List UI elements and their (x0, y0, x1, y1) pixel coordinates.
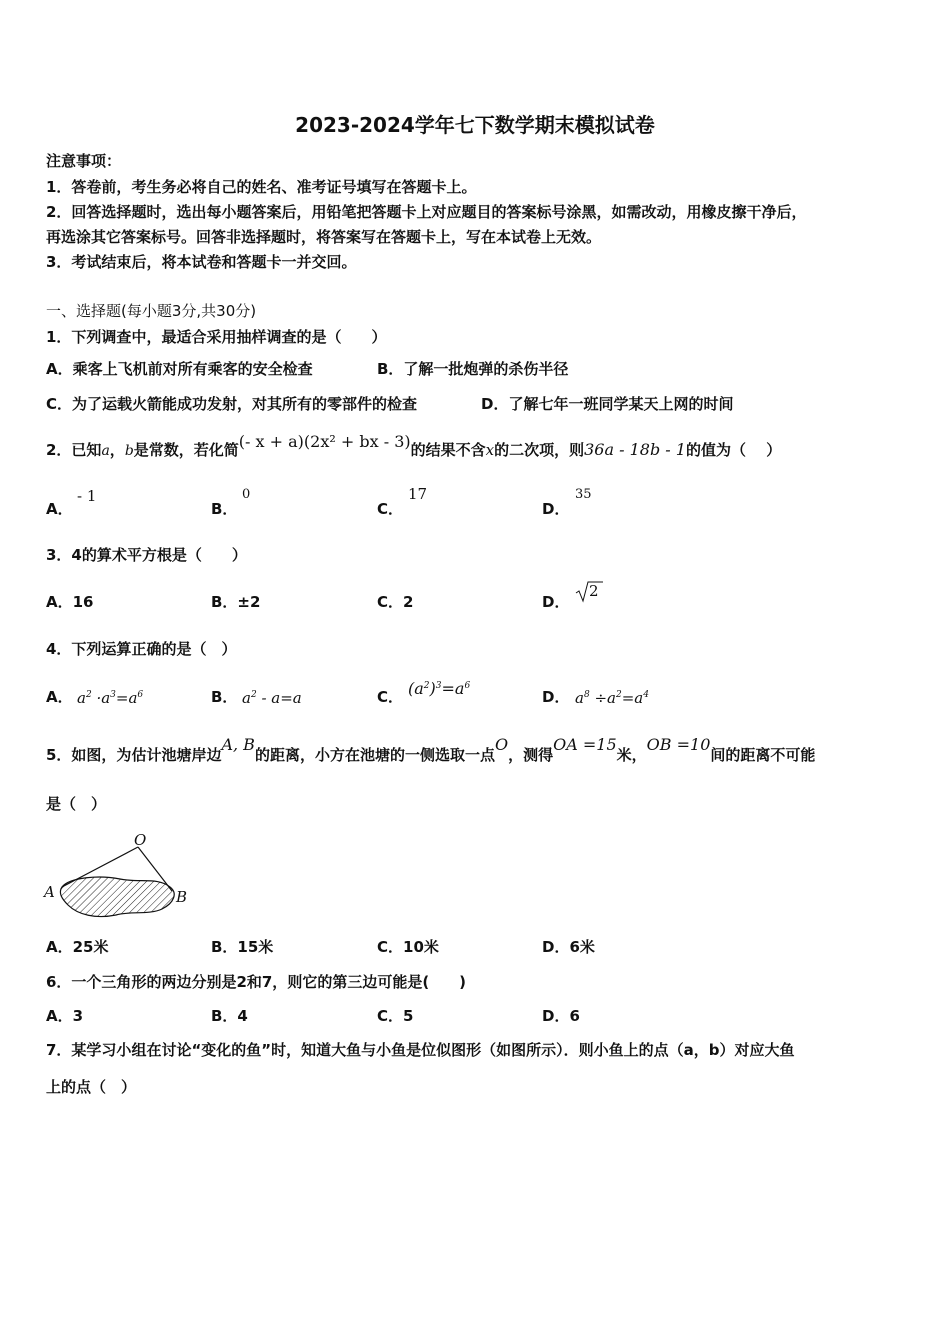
q3-option-b: B．±2 (211, 593, 261, 611)
point-o-label: O (134, 831, 147, 849)
q2-option-b-value: 0 (242, 487, 251, 502)
q5-pond-figure (40, 825, 200, 925)
q1-option-a: A．乘客上飞机前对所有乘客的安全检查 (46, 360, 313, 378)
q5-stem-cont: 是（ ） (46, 795, 107, 813)
q5-option-d: D．6米 (542, 938, 595, 956)
q4-label-c: C． (377, 688, 404, 706)
q5-option-a: A．25米 (46, 938, 109, 956)
q2-label-d: D． (542, 500, 570, 518)
q4-option-c-expr: $(a^2)^3=a^6$ (408, 679, 471, 698)
q3-option-a: A．16 (46, 593, 94, 611)
q6-stem: 6．一个三角形的两边分别是2和7，则它的第三边可能是( ) (46, 973, 467, 991)
q4-stem: 4．下列运算正确的是（ ） (46, 640, 237, 658)
q1-stem: 1．下列调查中，最适合采用抽样调查的是（ ） (46, 328, 387, 346)
q4-label-b: B． (211, 688, 238, 706)
q2-expression: (- x + a)(2x² + bx - 3) (238, 432, 411, 451)
q3-stem: 3．4的算术平方根是（ ） (46, 546, 247, 564)
q2-label-b: B． (211, 500, 238, 518)
q2-label-c: C． (377, 500, 404, 518)
q4-label-d: D． (542, 688, 570, 706)
q2-target-expression: 36a - 18b - 1 (584, 440, 686, 459)
section-heading: 一、选择题(每小题3分,共30分) (46, 302, 257, 320)
q3-option-c: C．2 (377, 593, 414, 611)
q4-label-a: A． (46, 688, 73, 706)
page-title: 2023-2024学年七下数学期末模拟试卷 (295, 113, 655, 137)
point-b-label: B (176, 888, 188, 906)
q7-stem-cont: 上的点（ ） (46, 1078, 137, 1096)
q5-option-c: C．10米 (377, 938, 439, 956)
q1-option-c: C．为了运载火箭能成功发射，对其所有的零部件的检查 (46, 395, 418, 413)
q6-option-d: D．6 (542, 1007, 580, 1025)
q6-option-a: A．3 (46, 1007, 84, 1025)
q3-label-d: D． (542, 593, 570, 611)
q6-option-b: B．4 (211, 1007, 248, 1025)
note-item-3: 3．考试结束后，将本试卷和答题卡一并交回。 (46, 253, 357, 271)
q2-stem: 2．已知a，b是常数，若化简(- x + a)(2x² + bx - 3)的结果不含x的二次项，则36a - 18b - 1的值为（ ） (46, 432, 782, 459)
q4-option-b-expr: $a^2 - a=a$ (242, 689, 302, 707)
point-a-label: A (44, 883, 55, 901)
q7-stem: 7．某学习小组在讨论“变化的鱼”时，知道大鱼与小鱼是位似图形（如图所示）．则小鱼上的点（a，b）对应大鱼 (46, 1041, 795, 1059)
q2-option-c-value: 17 (408, 485, 428, 503)
q4-option-d-expr: $a^8 \div a^2=a^4$ (575, 689, 649, 707)
q1-option-b: B．了解一批炮弹的杀伤半径 (377, 360, 569, 378)
notes-heading: 注意事项： (46, 152, 122, 170)
q2-option-d-value: 35 (575, 487, 592, 502)
q6-option-c: C．5 (377, 1007, 414, 1025)
q5-stem: 5．如图，为估计池塘岸边A, B的距离，小方在池塘的一侧选取一点O，测得OA =15米，OB =10间的距离不可能 (46, 735, 816, 764)
q4-option-a-expr: $a^2 \cdot a^3=a^6$ (77, 689, 144, 707)
q1-option-d: D．了解七年一班同学某天上网的时间 (481, 395, 734, 413)
note-item-1: 1．答卷前，考生务必将自己的姓名、准考证号填写在答题卡上。 (46, 178, 477, 196)
q2-option-a-value: - 1 (77, 487, 97, 505)
pond-shape (60, 877, 174, 916)
q5-option-b: B．15米 (211, 938, 274, 956)
note-item-2-cont: 再选涂其它答案标号。回答非选择题时，将答案写在答题卡上，写在本试卷上无效。 (46, 228, 602, 246)
note-item-2: 2．回答选择题时，选出每小题答案后，用铅笔把答题卡上对应题目的答案标号涂黑，如需改动，用橡皮擦干净后， (46, 203, 807, 221)
q2-label-a: A． (46, 500, 73, 518)
